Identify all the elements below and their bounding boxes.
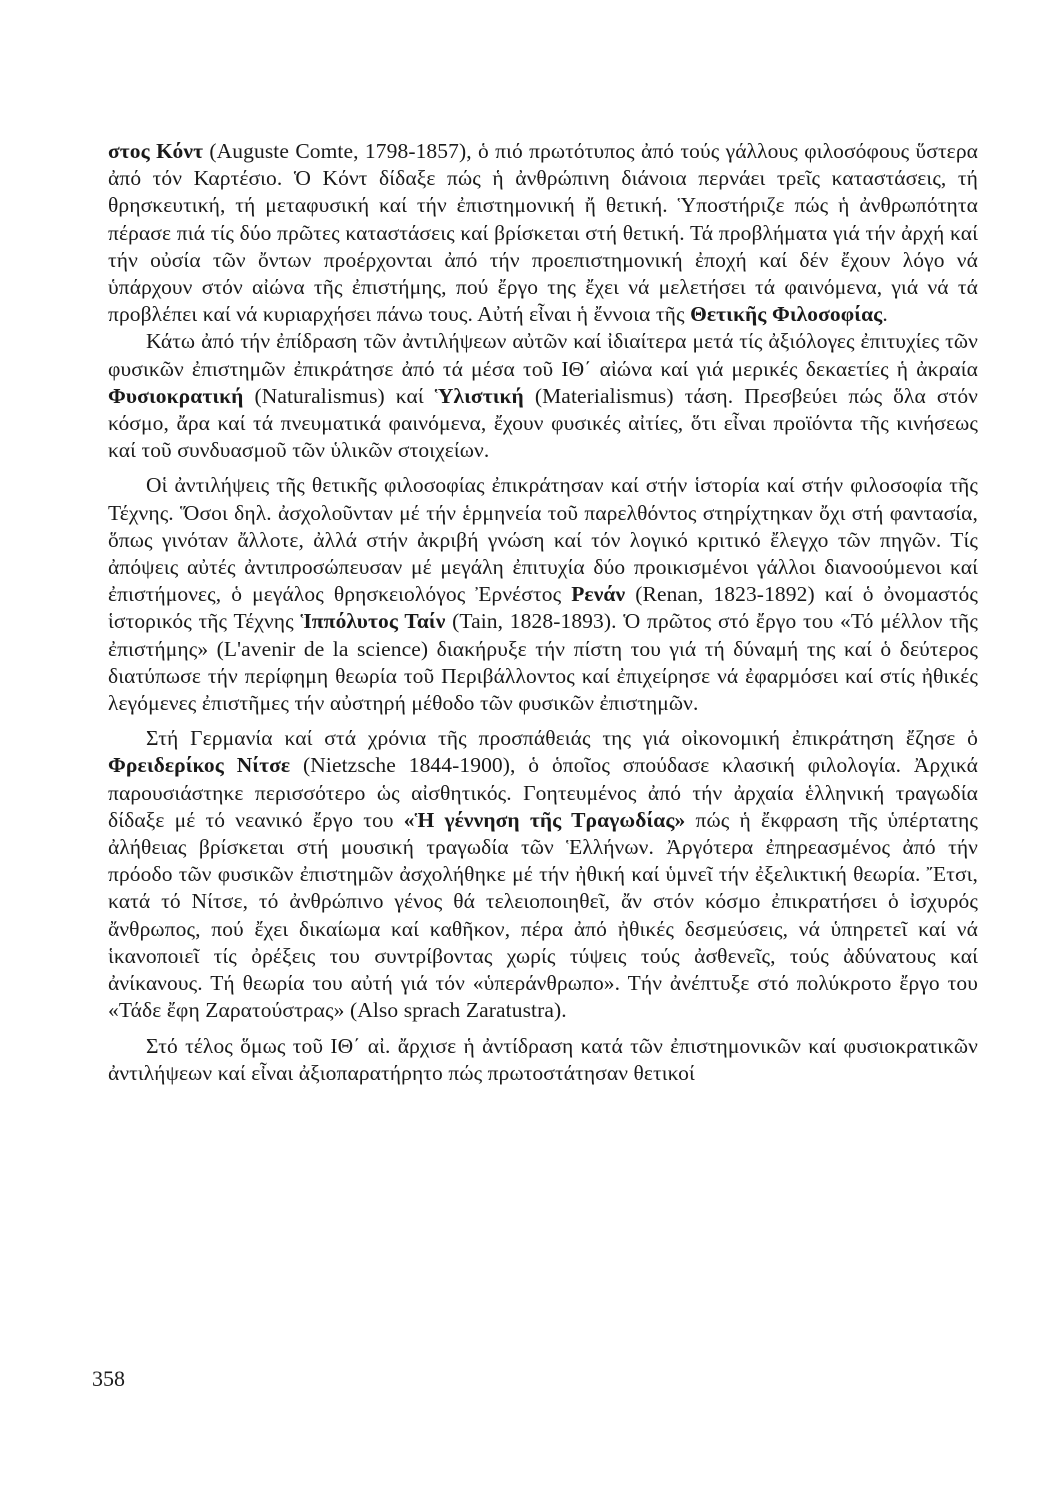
- paragraph-naturalism: [108, 328, 978, 464]
- bold-term: «Ἡ γέννηση τῆς Τραγωδίας»: [403, 807, 686, 832]
- bold-term: Ρενάν: [571, 582, 626, 607]
- text-run: Οἱ ἀντιλήψεις τῆς θετικῆς φιλοσοφίας ἐπικράτησαν καί στήν ἱστορία καί στήν φιλοσοφία τῆς Τέχνης. Ὅσοι δηλ. ἀσχολοῦνταν μέ τήν ἑρμηνεία τοῦ παρελθόντος στηρίχτηκαν ὄχι στή φαντασία, ὅπως γινόταν ἄλλοτε, ἀλλά στήν ἀκριβή γνώση καί τόν λογικό κριτικό ἔλεγχο τῶν πηγῶν. Τίς ἀπόψεις αὐτές ἀντιπροσώπευσαν μέ μεγάλη ἐπιτυχία δύο προικισμένοι γάλλοι διανοούμενοι καί ἐπιστήμονες, ὁ μεγάλος θρησκειολόγος Ἐρνέστος: [108, 473, 978, 607]
- text-run: Στό τέλος ὅμως τοῦ ΙΘ΄ αἰ. ἄρχισε ἡ ἀντίδραση κατά τῶν ἐπιστημονικῶν καί φυσιοκρατικῶν ἀντιλήψεων καί εἶναι ἀξιοπαρατήρητο πώς πρωτοστάτησαν θετικοί: [108, 1033, 978, 1085]
- bold-term: στος Κόντ: [108, 139, 204, 163]
- bold-term: Φυσιοκρατική: [108, 383, 244, 408]
- text-run: (Auguste Comte, 1798-1857), ὁ πιό πρωτότυπος ἀπό τούς γάλλους φιλοσόφους ὕστερα ἀπό τόν Καρτέσιο. Ὁ Κόντ δίδαξε πώς ἡ ἀνθρώπινη διάνοια περνάει τρεῖς καταστάσεις, τή θρησκευτική, τή μεταφυσική καί τήν ἐπιστημονική ἤ θετική. Ὑποστήριζε πώς ἡ ἀνθρωπότητα πέρασε πιά τίς δύο πρῶτες καταστάσεις καί βρίσκεται στή θετική. Τά προβλήματα γιά τήν ἀρχή καί τήν οὐσία τῶν ὄντων προέρχονται ἀπό τήν προεπιστημονική ἐποχή καί δέν ἔχουν λόγο νά ὑπάρχουν στόν αἰώνα τῆς ἐπιστήμης, πού ἔργο της ἔχει νά μελετήσει τά φαινόμενα, γιά νά τά προβλέπει καί νά κυριαρχήσει πάνω τους. Αὐτή εἶναι ἡ ἔννοια τῆς: [108, 139, 979, 327]
- text-run: (Renan, 1823-1892) καί ὁ ὀνομαστός ἱστορικός τῆς Τέχνης: [108, 582, 978, 634]
- bold-term: Θετικῆς Φιλοσοφίας: [690, 302, 883, 327]
- page-body: [108, 138, 978, 1087]
- paragraph-nietzsche: [108, 725, 978, 1024]
- text-run: Κάτω ἀπό τήν ἐπίδραση τῶν ἀντιλήψεων αὐτῶν καί ἰδιαίτερα μετά τίς ἀξιόλογες ἐπιτυχίες τῶν φυσικῶν ἐπιστημῶν ἐπικράτησε ἀπό τά μέσα τοῦ ΙΘ΄ αἰώνα καί γιά μερικές δεκαετίες ἡ ἀκραία: [108, 329, 978, 381]
- text-run: (Materialismus) τάση. Πρεσβεύει πώς ὅλα στόν κόσμο, ἄρα καί τά πνευματικά φαινόμενα, ἔχουν φυσικές αἰτίες, ὅτι εἶναι προϊόντα τῆς κινήσεως καί τοῦ συνδυασμοῦ τῶν ὑλικῶν στοιχείων.: [108, 383, 978, 463]
- text-run: .: [882, 302, 888, 327]
- paragraph-renan-taine: [108, 472, 978, 717]
- bold-term: Ἱππόλυτος Ταίν: [300, 609, 446, 634]
- text-run: Στή Γερμανία καί στά χρόνια τῆς προσπάθειάς της γιά οἰκονομική ἐπικράτηση ἔζησε ὁ: [146, 726, 978, 751]
- paragraph-reaction: [108, 1033, 978, 1087]
- paragraph-comte: [108, 138, 978, 328]
- text-run: (Naturalismus) καί: [243, 383, 435, 408]
- text-run: πώς ἡ ἔκφραση τῆς ὑπέρτατης ἀλήθειας βρίσκεται στή μουσική τραγωδία τῶν Ἑλλήνων. Ἀργότερα ἐπηρεασμένος ἀπό τήν πρόοδο τῶν φυσικῶν ἐπιστημῶν ἀσχολήθηκε μέ τήν ἠθική καί ὑμνεῖ τήν ἐξελικτική θεωρία. Ἔτσι, κατά τό Νίτσε, τό ἀνθρώπινο γένος θά τελειοποιηθεῖ, ἄν στόν κόσμο ἐπικρατήσει ὁ ἰσχυρός ἄνθρωπος, πού ἔχει δικαίωμα καί καθῆκον, πέρα ἀπό ἠθικές δεσμεύσεις, νά ὑπηρετεῖ καί νά ἱκανοποιεῖ τίς ὀρέξεις του συντρίβοντας χωρίς τύψεις τούς ἀσθενεῖς, τούς ἀδύνατους καί ἀνίκανους. Τή θεωρία του αὐτή γιά τόν «ὑπεράνθρωπο». Τήν ἀνέπτυξε στό πολύκροτο ἔργο του «Τάδε ἔφη Ζαρατούστρας» (Also sprach Zaratustra).: [108, 807, 978, 1023]
- text-run: (Tain, 1828-1893). Ὁ πρῶτος στό ἔργο του «Τό μέλλον τῆς ἐπιστήμης» (L'avenir de la science) διακήρυξε τήν πίστη του γιά τή δύναμή της καί ὁ δεύτερος διατύπωσε τήν περίφημη θεωρία τοῦ Περιβάλλοντος καί ἐπιχείρησε νά ἐφαρμόσει καί στίς ἠθικές λεγόμενες ἐπιστῆμες τήν αὐστηρή μέθοδο τῶν φυσικῶν ἐπιστημῶν.: [108, 609, 979, 716]
- bold-term: Ὑλιστική: [434, 383, 524, 408]
- bold-term: Φρειδερίκος Νίτσε: [108, 753, 291, 778]
- text-run: (Nietzsche 1844-1900), ὁ ὁποῖος σπούδασε κλασική φιλολογία. Ἀρχικά παρουσιάστηκε περισσότερο ὡς αἰσθητικός. Γοητευμένος ἀπό τήν ἀρχαία ἑλληνική τραγωδία δίδαξε μέ τό νεανικό ἔργο του: [108, 753, 978, 832]
- page-number: 358: [92, 1366, 125, 1391]
